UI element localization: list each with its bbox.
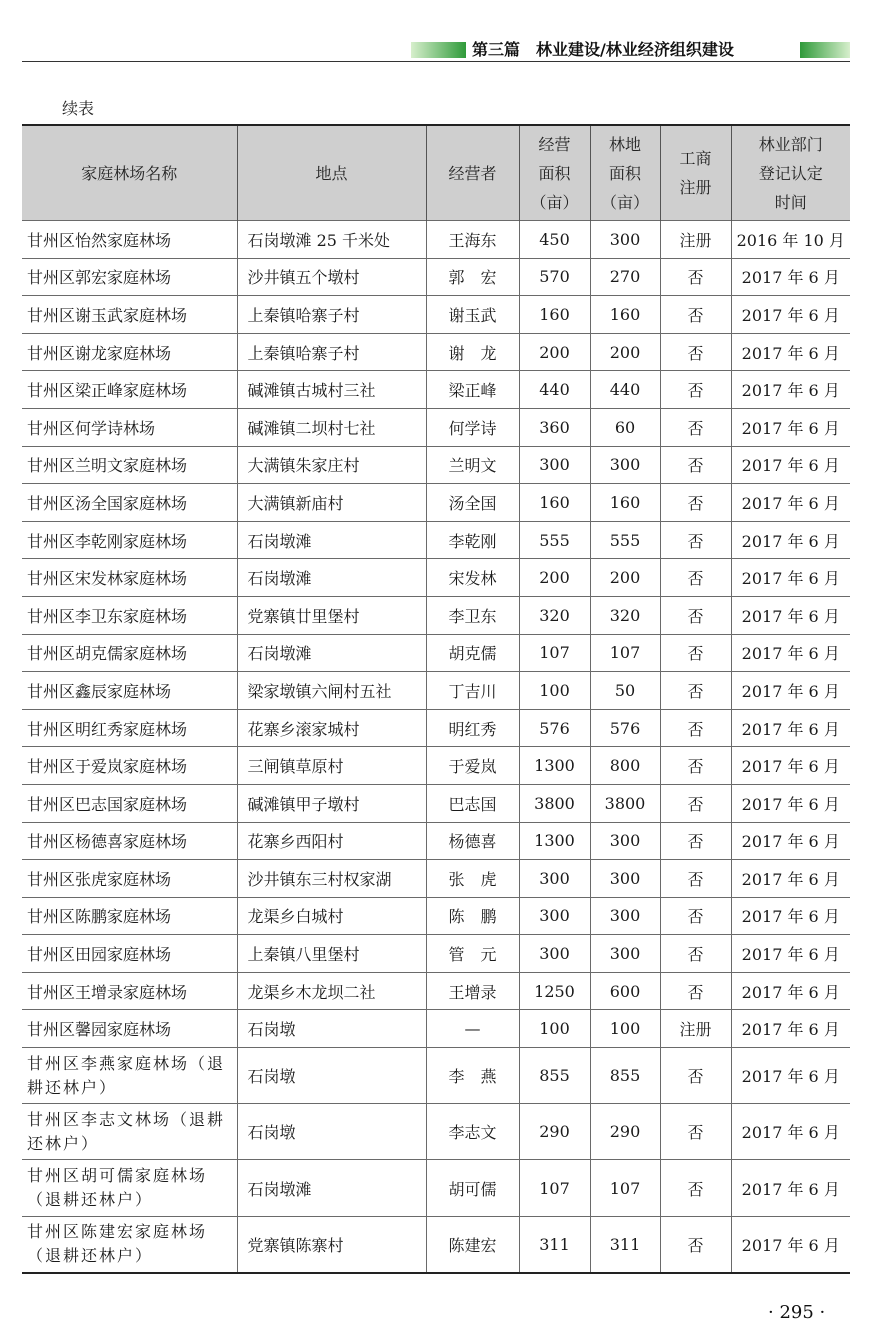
table-cell: 何学诗 [426, 408, 519, 446]
table-cell: 管 元 [426, 935, 519, 973]
table-row [22, 371, 850, 409]
table-cell: 2017 年 6 月 [731, 596, 850, 634]
table-cell: 300 [590, 935, 660, 973]
table-cell: 2017 年 6 月 [731, 1048, 850, 1104]
table-cell: 甘州区田园家庭林场 [22, 935, 237, 973]
table-cell: 2017 年 6 月 [731, 521, 850, 559]
table-row [22, 634, 850, 672]
table-cell: 否 [660, 333, 731, 371]
table-cell: 甘州区于爱岚家庭林场 [22, 747, 237, 785]
table-cell: 否 [660, 784, 731, 822]
table-cell: 107 [519, 1160, 590, 1216]
table-cell: 甘州区张虎家庭林场 [22, 860, 237, 898]
table-row [22, 559, 850, 597]
table-cell: 1300 [519, 822, 590, 860]
table-cell: 440 [590, 371, 660, 409]
table-cell: 2017 年 6 月 [731, 484, 850, 522]
table-cell: 2017 年 6 月 [731, 1160, 850, 1216]
table-cell: 甘州区怡然家庭林场 [22, 221, 237, 259]
table-cell: 石岗墩滩 [237, 634, 426, 672]
header-chapter: 林业建设/林业经济组织建设 [536, 40, 734, 59]
table-cell: 否 [660, 258, 731, 296]
table-cell: 555 [519, 521, 590, 559]
table-row [22, 1048, 850, 1104]
table-cell: 龙渠乡白城村 [237, 897, 426, 935]
table-cell: 200 [590, 333, 660, 371]
table-cell: 360 [519, 408, 590, 446]
table-cell: 石岗墩滩 [237, 521, 426, 559]
table-cell: 320 [519, 596, 590, 634]
table-cell: 2017 年 6 月 [731, 371, 850, 409]
table-cell: 甘州区胡可儒家庭林场（退耕还林户） [22, 1160, 237, 1216]
table-cell: 2017 年 6 月 [731, 860, 850, 898]
table-cell: 甘州区兰明文家庭林场 [22, 446, 237, 484]
table-row [22, 408, 850, 446]
table-caption: 续表 [62, 99, 95, 118]
table-cell: 否 [660, 596, 731, 634]
column-header: 经营者 [426, 125, 519, 221]
table-cell: 300 [590, 446, 660, 484]
table-cell: 320 [590, 596, 660, 634]
table-row [22, 972, 850, 1010]
table-cell: 60 [590, 408, 660, 446]
table-cell: 胡克儒 [426, 634, 519, 672]
table-cell: 2017 年 6 月 [731, 258, 850, 296]
table-cell: 50 [590, 672, 660, 710]
table-cell: 陈 鹏 [426, 897, 519, 935]
table-cell: 碱滩镇二坝村七社 [237, 408, 426, 446]
table-cell: 2016 年 10 月 [731, 221, 850, 259]
table-cell: 碱滩镇甲子墩村 [237, 784, 426, 822]
table-cell: 大满镇新庙村 [237, 484, 426, 522]
header-decor-bar-right [800, 42, 850, 58]
table-cell: 明红秀 [426, 709, 519, 747]
table-cell: 107 [590, 634, 660, 672]
table-cell: 100 [519, 1010, 590, 1048]
table-body [22, 221, 850, 1273]
table-cell: 大满镇朱家庄村 [237, 446, 426, 484]
table-row [22, 1160, 850, 1216]
table-cell: 上秦镇八里堡村 [237, 935, 426, 973]
table-cell: 三闸镇草原村 [237, 747, 426, 785]
table-row [22, 484, 850, 522]
table-cell: 300 [519, 446, 590, 484]
table-cell: 270 [590, 258, 660, 296]
table-cell: 2017 年 6 月 [731, 747, 850, 785]
table-cell: 石岗墩滩 [237, 559, 426, 597]
table-cell: 160 [590, 296, 660, 334]
table-cell: 570 [519, 258, 590, 296]
table-cell: 555 [590, 521, 660, 559]
table-cell: 党寨镇廿里堡村 [237, 596, 426, 634]
table-cell: 100 [519, 672, 590, 710]
table-cell: 汤全国 [426, 484, 519, 522]
table-cell: 576 [519, 709, 590, 747]
table-cell: 2017 年 6 月 [731, 897, 850, 935]
table-cell: 160 [519, 296, 590, 334]
table-cell: 否 [660, 972, 731, 1010]
table-cell: 党寨镇陈寨村 [237, 1216, 426, 1273]
table-cell: 甘州区鑫辰家庭林场 [22, 672, 237, 710]
table-cell: 甘州区梁正峰家庭林场 [22, 371, 237, 409]
table-cell: 否 [660, 1048, 731, 1104]
table-cell: 2017 年 6 月 [731, 559, 850, 597]
table-cell: 2017 年 6 月 [731, 1010, 850, 1048]
table-cell: 杨德喜 [426, 822, 519, 860]
table-cell: 600 [590, 972, 660, 1010]
table-cell: 300 [519, 897, 590, 935]
column-header: 工商 注册 [660, 125, 731, 221]
table-cell: 3800 [519, 784, 590, 822]
table-cell: 沙井镇东三村权家湖 [237, 860, 426, 898]
table-cell: 2017 年 6 月 [731, 784, 850, 822]
table-cell: 2017 年 6 月 [731, 408, 850, 446]
table-cell: 2017 年 6 月 [731, 672, 850, 710]
table-row [22, 860, 850, 898]
table-cell: 1250 [519, 972, 590, 1010]
table-cell: 上秦镇哈寨子村 [237, 296, 426, 334]
table-cell: 甘州区郭宏家庭林场 [22, 258, 237, 296]
table-cell: 否 [660, 897, 731, 935]
table-cell: 兰明文 [426, 446, 519, 484]
table-header-row [22, 125, 850, 221]
table-cell: 576 [590, 709, 660, 747]
table-cell: 2017 年 6 月 [731, 1216, 850, 1273]
table-row [22, 784, 850, 822]
table-row [22, 935, 850, 973]
table-cell: 300 [519, 860, 590, 898]
table-cell: 甘州区谢玉武家庭林场 [22, 296, 237, 334]
table-cell: 200 [590, 559, 660, 597]
table-cell: 107 [519, 634, 590, 672]
table-cell: 石岗墩滩 25 千米处 [237, 221, 426, 259]
table-cell: 3800 [590, 784, 660, 822]
table-cell: 石岗墩 [237, 1010, 426, 1048]
table-cell: 1300 [519, 747, 590, 785]
table-row [22, 1104, 850, 1160]
table-cell: 甘州区李志文林场（退耕还林户） [22, 1104, 237, 1160]
table-cell: 160 [590, 484, 660, 522]
table-cell: 否 [660, 1104, 731, 1160]
table-cell: 甘州区巴志国家庭林场 [22, 784, 237, 822]
table-cell: 300 [590, 221, 660, 259]
table-cell: 王海东 [426, 221, 519, 259]
table-cell: 311 [590, 1216, 660, 1273]
table-cell: 否 [660, 371, 731, 409]
table-cell: 李志文 [426, 1104, 519, 1160]
table-cell: 甘州区何学诗林场 [22, 408, 237, 446]
table-cell: 龙渠乡木龙坝二社 [237, 972, 426, 1010]
table-cell: 300 [519, 935, 590, 973]
table-row [22, 596, 850, 634]
table-cell: 注册 [660, 1010, 731, 1048]
table-cell: 甘州区馨园家庭林场 [22, 1010, 237, 1048]
table-row [22, 333, 850, 371]
table-cell: 谢玉武 [426, 296, 519, 334]
column-header: 地点 [237, 125, 426, 221]
table-row [22, 221, 850, 259]
column-header: 经营 面积 （亩） [519, 125, 590, 221]
header-decor-bar-left [411, 42, 466, 58]
table-cell: 2017 年 6 月 [731, 1104, 850, 1160]
table-cell: 否 [660, 822, 731, 860]
table-cell: 否 [660, 709, 731, 747]
table-row [22, 446, 850, 484]
table-cell: 440 [519, 371, 590, 409]
header-title [472, 38, 734, 62]
table-cell: 注册 [660, 221, 731, 259]
table-row [22, 258, 850, 296]
table-cell: 2017 年 6 月 [731, 822, 850, 860]
table-cell: 2017 年 6 月 [731, 935, 850, 973]
table-row [22, 1010, 850, 1048]
table-cell: 否 [660, 296, 731, 334]
table-cell: 300 [590, 822, 660, 860]
column-header: 林业部门 登记认定 时间 [731, 125, 850, 221]
table-cell: 290 [590, 1104, 660, 1160]
column-header: 家庭林场名称 [22, 125, 237, 221]
table-cell: 300 [590, 897, 660, 935]
table-cell: 否 [660, 559, 731, 597]
table-row [22, 521, 850, 559]
table-cell: 甘州区宋发林家庭林场 [22, 559, 237, 597]
table-cell: 450 [519, 221, 590, 259]
table-cell: 2017 年 6 月 [731, 333, 850, 371]
table-cell: 陈建宏 [426, 1216, 519, 1273]
table-cell: 2017 年 6 月 [731, 296, 850, 334]
table-cell: 否 [660, 1216, 731, 1273]
table-cell: 甘州区汤全国家庭林场 [22, 484, 237, 522]
table-row [22, 822, 850, 860]
table-row [22, 709, 850, 747]
table-cell: 甘州区王增录家庭林场 [22, 972, 237, 1010]
table-cell: 否 [660, 521, 731, 559]
table-cell: 290 [519, 1104, 590, 1160]
table-cell: 甘州区谢龙家庭林场 [22, 333, 237, 371]
table-cell: 梁正峰 [426, 371, 519, 409]
table-cell: 石岗墩 [237, 1048, 426, 1104]
table-cell: 否 [660, 672, 731, 710]
table-cell: 否 [660, 446, 731, 484]
table-cell: 李 燕 [426, 1048, 519, 1104]
table-row [22, 897, 850, 935]
table-cell: 100 [590, 1010, 660, 1048]
table-cell: 王增录 [426, 972, 519, 1010]
table-cell: 沙井镇五个墩村 [237, 258, 426, 296]
table-cell: 于爱岚 [426, 747, 519, 785]
table-cell: 311 [519, 1216, 590, 1273]
table-cell: 2017 年 6 月 [731, 446, 850, 484]
table-row [22, 1216, 850, 1273]
table-cell: 花寨乡西阳村 [237, 822, 426, 860]
table-cell: 巴志国 [426, 784, 519, 822]
table-cell: — [426, 1010, 519, 1048]
table-row [22, 296, 850, 334]
table-cell: 李卫东 [426, 596, 519, 634]
table-cell: 160 [519, 484, 590, 522]
column-header: 林地 面积 （亩） [590, 125, 660, 221]
table-cell: 107 [590, 1160, 660, 1216]
table-cell: 谢 龙 [426, 333, 519, 371]
table-row [22, 747, 850, 785]
table-cell: 宋发林 [426, 559, 519, 597]
table-cell: 300 [590, 860, 660, 898]
table-cell: 否 [660, 408, 731, 446]
table-cell: 甘州区胡克儒家庭林场 [22, 634, 237, 672]
table-cell: 甘州区明红秀家庭林场 [22, 709, 237, 747]
table-cell: 否 [660, 860, 731, 898]
table-cell: 200 [519, 559, 590, 597]
table-cell: 855 [519, 1048, 590, 1104]
table-cell: 2017 年 6 月 [731, 634, 850, 672]
table-cell: 甘州区李卫东家庭林场 [22, 596, 237, 634]
table-cell: 李乾刚 [426, 521, 519, 559]
table-cell: 张 虎 [426, 860, 519, 898]
table-row [22, 672, 850, 710]
table-cell: 丁吉川 [426, 672, 519, 710]
table-cell: 2017 年 6 月 [731, 972, 850, 1010]
table-cell: 甘州区李燕家庭林场（退耕还林户） [22, 1048, 237, 1104]
table-cell: 石岗墩滩 [237, 1160, 426, 1216]
table-cell: 梁家墩镇六闸村五社 [237, 672, 426, 710]
table-cell: 800 [590, 747, 660, 785]
forest-farm-table [22, 124, 850, 1274]
table-cell: 上秦镇哈寨子村 [237, 333, 426, 371]
page-number: · 295 · [768, 1302, 826, 1323]
table-cell: 否 [660, 484, 731, 522]
table-cell: 甘州区杨德喜家庭林场 [22, 822, 237, 860]
table-cell: 胡可儒 [426, 1160, 519, 1216]
table-cell: 否 [660, 634, 731, 672]
table-cell: 石岗墩 [237, 1104, 426, 1160]
table-cell: 碱滩镇古城村三社 [237, 371, 426, 409]
table-cell: 甘州区李乾刚家庭林场 [22, 521, 237, 559]
table-cell: 甘州区陈建宏家庭林场（退耕还林户） [22, 1216, 237, 1273]
table-cell: 855 [590, 1048, 660, 1104]
table-cell: 否 [660, 747, 731, 785]
header-rule [22, 61, 850, 62]
table-cell: 否 [660, 1160, 731, 1216]
table-cell: 2017 年 6 月 [731, 709, 850, 747]
table-cell: 甘州区陈鹏家庭林场 [22, 897, 237, 935]
table-cell: 否 [660, 935, 731, 973]
table-cell: 200 [519, 333, 590, 371]
header-part: 第三篇 [472, 40, 521, 59]
table-cell: 郭 宏 [426, 258, 519, 296]
table-cell: 花寨乡滚家城村 [237, 709, 426, 747]
